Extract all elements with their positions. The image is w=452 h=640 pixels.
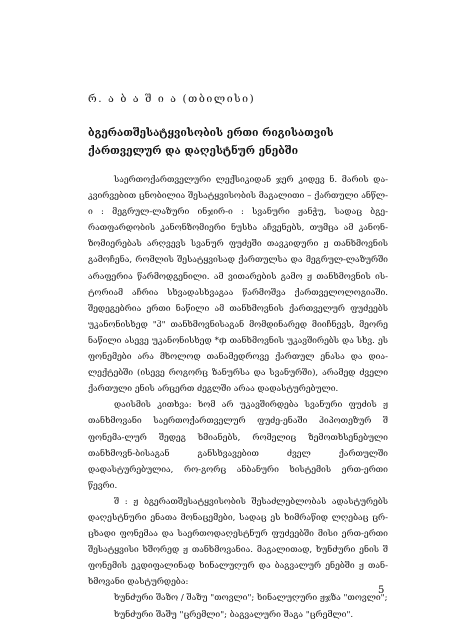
- article-body: [88, 172, 388, 623]
- example-line-1: ხუნძური შაზო / შაზუ "თოვლი"; ხინალუღური ჟჯზა "თოვლი";: [114, 593, 388, 604]
- body-paragraph-1: საერთოქართველური ლექსიკიდან ჯერ კიდევ ნ. მარის და-კვირვებით ცნობილია შესატყვისობის მაგალითი – ქართული ანწლ-ი : მეგრულ-ლაზური ინჯირ-ი : სვანური ჟანჭუ, სადაც ბგე-რათფარდობის კანონზომიერი ნუსხა აჩვენებს, თუმცა ამ კანონ-ზომიერებას არღვევს სვანურ ფუძეში თავკიდური ჟ თანხმოვნის გამოჩენა, რომლის შესატყვისად ქართულსა და მეგრულ-ლაზურში არაფერია წარმოდგენილი. ამ ვითარების გამო ჟ თანხმოვნის ის-ტორიამ აჩრია სხვადასხვაგაა წარმოშვა ქართველოლოგიაში. შედეგებრია ერთი ნაწილი ამ თანხმოვნის ქართველურ ფუძეებს უკანონისხედ "ჰ" თანხმოვნისაგან მომდინარედ მიიჩნევს, მეორე ნაწილი ასევე უკანონისხედ *ჶ თანხმოვნის უკავშირებს და სხვ. ეს ფონემები არა მხოლოდ თანამედროვე ქართულ ენასა და დია-ლექტებში (ისევე როგორც ზანურსა და სვანურში), არამედ ძველი ქართული ენის არცერთ ძეგლში არაა დადასტურებული.: [88, 175, 388, 395]
- title-line-2: ქართველურ და დაღესტნურ ენებში: [88, 145, 299, 157]
- example-line-2: ხუნძური შაშუ "ცრემლი"; ბაგვალური შაგა "ცრემლი".: [114, 609, 354, 620]
- body-paragraph-3: შ : ჟ ბგერათშესატყვისობის შესაძლებლობას ადასტურებს დაღესტნური ენათა მონაცემები, სადაც ეს ხიმრაწიდ ლღებაც ცრ-ცხადი ფონემაა და საერთოდაღესტნურ ფუძეებში მისი ერთ-ერთი შესატყვისი ხშორედ ჟ თანხმოვანია. მაგალითად, ხუნძური ენის შ ფონემის ეკდიფალინად ხინალუღურ და ბაგვალურ ენებში ჟ თან-ხმოვანი დასტურდება:: [88, 496, 388, 588]
- author-line: რ. ა ბ ა შ ი ა (თბილისი): [88, 93, 256, 105]
- article-title: [88, 124, 388, 160]
- page-number: 5: [378, 585, 385, 596]
- title-line-1: ბგერათშესატყვისობის ერთი რიგისათვის: [88, 127, 334, 139]
- body-paragraph-2: დაისმის კითხვა: ხომ არ უკავშირდება სვანური ფუძის ჟ თანხმოვანი საერთოქართველურ ფუძე-ენაში ჰიპოთეზურ შ ფონემა-ლურ შედეგ ხმიანებს, რომელიც ზემოთხსენებული თანხმოვნ-ბისაგან განსხვავებით ძველ ქართულში დადასტურებულია, რო-გორც ანბანური ხისტემის ერთ-ერთი წევრი.: [88, 400, 388, 491]
